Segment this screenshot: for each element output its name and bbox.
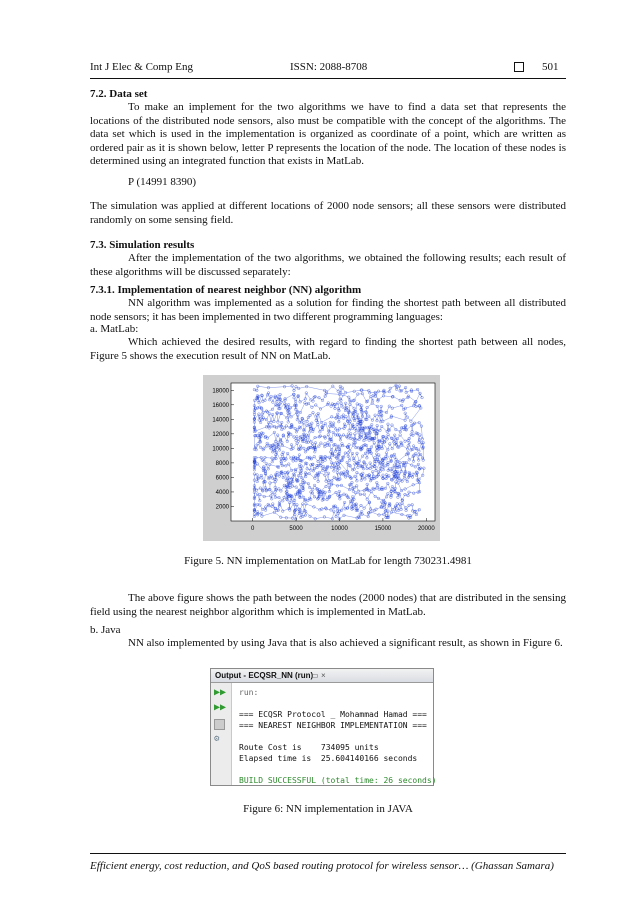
nn-paragraph: NN algorithm was implemented as a solution for finding the shortest path between all distributed node sensors; it has been implemented in two different programming languages: — [90, 297, 566, 323]
y-tick-label: 2000 — [215, 504, 229, 511]
output-title-bar — [211, 669, 433, 683]
settings-icon[interactable]: ⚙ — [214, 734, 220, 744]
protocol-line: === ECQSR Protocol _ Mohammad Hamad === — [239, 710, 427, 719]
close-icon[interactable]: × — [321, 671, 326, 680]
x-tick-label: 0 — [251, 526, 255, 532]
figure-5-caption: Figure 5. NN implementation on MatLab for length 730231.4981 — [184, 555, 472, 567]
stop-icon[interactable] — [214, 719, 225, 730]
rerun-icon[interactable]: ▶▶ — [214, 687, 227, 698]
header-rule — [90, 78, 566, 79]
list-item-b-text: NN also implemented by using Java that is also achieved a significant result, as shown in Figure 6. — [128, 637, 563, 649]
y-tick-label: 6000 — [215, 475, 229, 482]
y-tick-label: 4000 — [215, 489, 229, 496]
output-toolbar — [211, 683, 232, 785]
data-set-paragraph: To make an implement for the two algorithms we have to find a data set that represents the locations of the distributed node sensors, also must be compatible with the concept of the algorithms. The data set which is used in the implementation is organized as coordinate of a point, which are written as ordered pair as it is shown below, letter P represents the location of the node. The location of these nodes is determined using an integrated function that exists in MatLab. — [90, 101, 566, 167]
section-7-3-heading: 7.3. Simulation results — [90, 239, 195, 251]
issn: ISSN: 2088-8708 — [290, 61, 368, 73]
y-tick-label: 10000 — [212, 446, 229, 453]
footer-rule — [90, 853, 566, 854]
simulation-paragraph: The simulation was applied at different locations of 2000 node sensors; all these sensors were distributed randomly on some sensing field. — [90, 200, 566, 226]
section-7-3-1-heading: 7.3.1. Implementation of nearest neighbor (NN) algorithm — [90, 284, 362, 296]
run-line: run: — [239, 688, 259, 697]
figure-6-caption: Figure 6: NN implementation in JAVA — [243, 803, 413, 815]
x-tick-label: 5000 — [289, 526, 303, 532]
x-tick-label: 10000 — [331, 526, 348, 532]
y-tick-label: 14000 — [212, 417, 229, 424]
implementation-line: === NEAREST NEIGHBOR IMPLEMENTATION === — [239, 721, 427, 730]
x-tick-label: 15000 — [374, 526, 392, 532]
nn-path-plot — [203, 375, 440, 541]
page-number: 501 — [542, 61, 559, 73]
netbeans-output-window — [210, 668, 437, 786]
build-successful-line: BUILD SUCCESSFUL (total time: 26 seconds) — [239, 776, 437, 785]
results-paragraph: After the implementation of the two algorithms, we obtained the following results; each result of these algorithms will be discussed separately: — [90, 252, 566, 278]
list-item-a: a. MatLab: — [90, 323, 139, 335]
elapsed-time-line: Elapsed time is 25.604140166 seconds — [239, 754, 418, 763]
y-tick-label: 12000 — [212, 431, 229, 438]
point-example: P (14991 8390) — [128, 176, 197, 188]
x-tick-label: 20000 — [417, 526, 435, 532]
output-title: Output - ECQSR_NN (run) — [215, 671, 314, 680]
route-cost-line: Route Cost is 734095 units — [239, 743, 379, 752]
console-text — [239, 687, 436, 786]
section-7-2-heading: 7.2. Data set — [90, 88, 148, 100]
matlab-figure — [203, 375, 440, 541]
list-item-a-text: Which achieved the desired results, with regard to finding the shortest path between all nodes, Figure 5 shows the execution result of NN on MatLab. — [90, 336, 566, 362]
running-footer: Efficient energy, cost reduction, and QoS based routing protocol for wireless sensor… (Ghassan Samara) — [90, 860, 554, 872]
figure-5-discussion: The above figure shows the path between the nodes (2000 nodes) that are distributed in the sensing field using the nearest neighbor algorithm which is implemented in MatLab. — [90, 592, 566, 618]
rerun-params-icon[interactable]: ▶▶ — [214, 702, 227, 713]
y-tick-label: 18000 — [212, 388, 229, 395]
list-item-b: b. Java — [90, 624, 121, 636]
journal-name: Int J Elec & Comp Eng — [90, 61, 193, 73]
y-tick-label: 8000 — [215, 460, 229, 467]
y-tick-label: 16000 — [212, 402, 229, 409]
plot-area — [231, 383, 435, 521]
minimize-icon[interactable]: ▭ — [311, 671, 319, 680]
checkbox-icon — [514, 62, 524, 72]
